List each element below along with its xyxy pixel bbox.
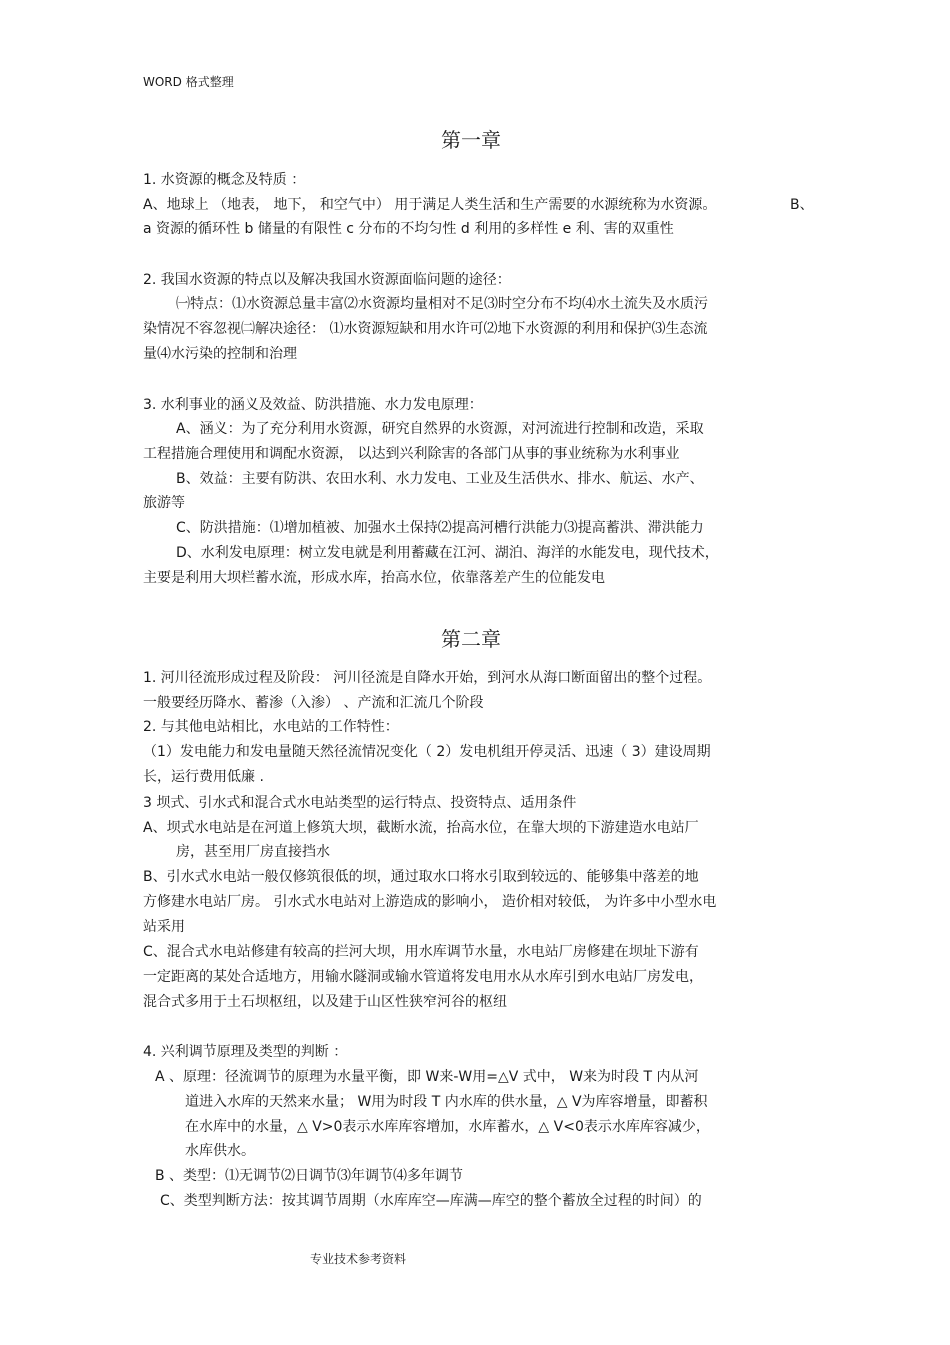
text-line: 旅游等 xyxy=(143,495,185,511)
text-line: B、 xyxy=(790,197,814,213)
text-line: 一般要经历降水、蓄渗（入渗） 、产流和汇流几个阶段 xyxy=(143,695,484,711)
text-line: 在水库中的水量，△ V>0表示水库库容增加，水库蓄水，△ V<0表示水库库容减少， xyxy=(185,1119,710,1135)
text-line: 3 坝式、引水式和混合式水电站类型的运行特点、投资特点、适用条件 xyxy=(143,795,577,811)
text-line: A、地球上 （地表， 地下， 和空气中） 用于满足人类生活和生产需要的水源统称为水资源。 xyxy=(143,197,717,213)
text-line: （1）发电能力和发电量随天然径流情况变化（ 2）发电机组开停灵活、迅速（ 3）建设周期 xyxy=(143,744,711,760)
chapter-1-title: 第一章 xyxy=(441,128,501,152)
text-line: 1. 水资源的概念及特质 ： xyxy=(143,172,306,188)
text-line: B、效益：主要有防洪、农田水利、水力发电、工业及生活供水、排水、航运、水产、 xyxy=(176,471,704,487)
text-line: 2. 与其他电站相比，水电站的工作特性： xyxy=(143,719,399,735)
text-line: ㈠特点：⑴水资源总量丰富⑵水资源均量相对不足⑶时空分布不均⑷水土流失及水质污 xyxy=(176,296,708,312)
text-line: 主要是利用大坝栏蓄水流，形成水库，抬高水位，依靠落差产生的位能发电 xyxy=(143,570,605,586)
text-line: 混合式多用于土石坝枢纽，以及建于山区性狭窄河谷的枢纽 xyxy=(143,994,507,1010)
text-line: 站采用 xyxy=(143,919,185,935)
text-line: a 资源的循环性 b 储量的有限性 c 分布的不均匀性 d 利用的多样性 e 利、害的双重性 xyxy=(143,221,674,237)
text-line: D、水利发电原理：树立发电就是利用蓄藏在江河、湖泊、海洋的水能发电，现代技术， xyxy=(176,545,719,561)
text-line: 一定距离的某处合适地方，用输水隧洞或输水管道将发电用水从水库引到水电站厂房发电， xyxy=(143,969,703,985)
chapter-2-title: 第二章 xyxy=(441,627,501,651)
text-line: 2. 我国水资源的特点以及解决我国水资源面临问题的途径： xyxy=(143,272,511,288)
text-line: A、坝式水电站是在河道上修筑大坝，截断水流，抬高水位，在靠大坝的下游建造水电站厂 xyxy=(143,820,699,836)
text-line: 房，甚至用厂房直接挡水 xyxy=(176,844,330,860)
text-line: C、混合式水电站修建有较高的拦河大坝，用水库调节水量，水电站厂房修建在坝址下游有 xyxy=(143,944,699,960)
text-line: 水库供水。 xyxy=(185,1143,255,1159)
text-line: B、引水式水电站一般仅修筑很低的坝，通过取水口将水引取到较远的、能够集中落差的地 xyxy=(143,869,699,885)
text-line: A、涵义：为了充分利用水资源，研究自然界的水资源，对河流进行控制和改造，采取 xyxy=(176,421,704,437)
text-line: 道进入水库的天然来水量； W用为时段 T 内水库的供水量，△ V为库容增量，即蓄积 xyxy=(185,1094,708,1110)
text-line: C、防洪措施：⑴增加植被、加强水土保持⑵提高河槽行洪能力⑶提高蓄洪、滞洪能力 xyxy=(176,520,704,536)
text-line: 1. 河川径流形成过程及阶段： 河川径流是自降水开始，到河水从海口断面留出的整个过程。 xyxy=(143,670,712,686)
text-line: 方修建水电站厂房。 引水式水电站对上游造成的影响小， 造价相对较低， 为许多中小型水电 xyxy=(143,894,717,910)
text-line: 量⑷水污染的控制和治理 xyxy=(143,346,297,362)
text-line: 4. 兴利调节原理及类型的判断 ： xyxy=(143,1044,348,1060)
text-line: 工程措施合理使用和调配水资源， 以达到兴利除害的各部门从事的事业统称为水利事业 xyxy=(143,446,680,462)
text-line: B 、类型：⑴无调节⑵日调节⑶年调节⑷多年调节 xyxy=(155,1168,464,1184)
text-line: 长，运行费用低廉 . xyxy=(143,769,264,785)
page-footer: 专业技术参考资料 xyxy=(310,1252,407,1266)
page-header: WORD 格式整理 xyxy=(143,75,234,89)
text-line: 3. 水利事业的涵义及效益、防洪措施、水力发电原理： xyxy=(143,397,483,413)
text-line: 染情况不容忽视㈡解决途径： ⑴水资源短缺和用水许可⑵地下水资源的利用和保护⑶生态流 xyxy=(143,321,708,337)
text-line: A 、原理：径流调节的原理为水量平衡，即 W来-W用=△V 式中， W来为时段 T 内从河 xyxy=(155,1069,699,1085)
text-line: C、类型判断方法：按其调节周期（水库库空—库满—库空的整个蓄放全过程的时间）的 xyxy=(160,1193,702,1209)
